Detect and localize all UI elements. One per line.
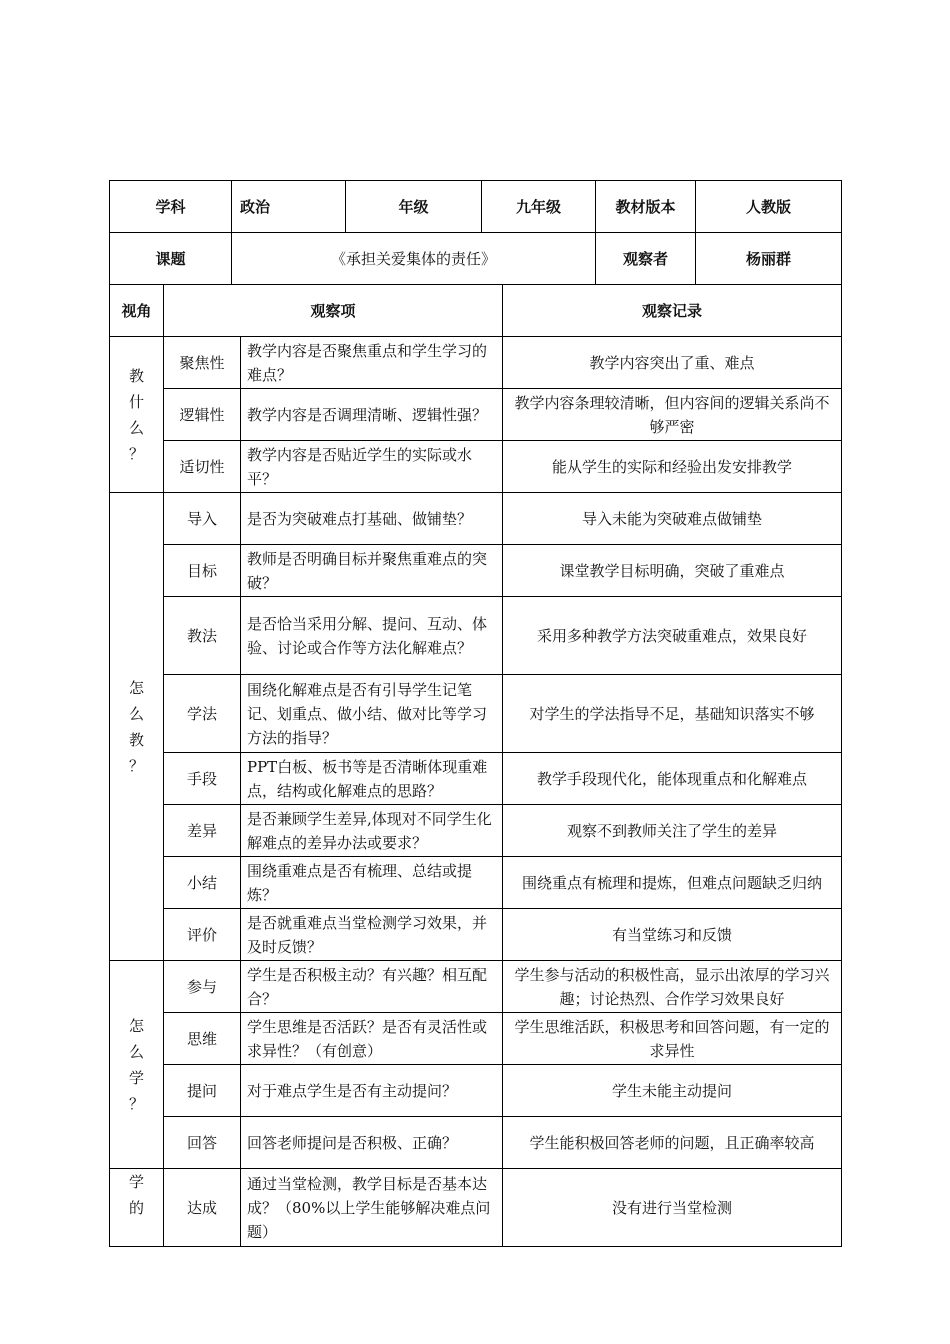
edition-value: 人教版: [696, 181, 842, 233]
section-label-char: 学: [128, 1173, 144, 1191]
section-label-char: ？: [128, 444, 144, 463]
section-label-char: 怎: [128, 678, 144, 697]
observer-value: 杨丽群: [696, 233, 842, 285]
table-row: [110, 1117, 842, 1169]
dimension-cell: 评价: [164, 909, 241, 961]
dimension-cell: 提问: [164, 1065, 241, 1117]
table-row: [110, 441, 842, 493]
item-cell: 教师是否明确目标并聚焦重难点的突破？: [241, 545, 503, 597]
item-cell: 是否兼顾学生差异,体现对不同学生化解难点的差异办法或要求？: [241, 805, 503, 857]
section-label-char: 怎: [128, 1016, 144, 1035]
dimension-cell: 目标: [164, 545, 241, 597]
item-cell: 通过当堂检测，教学目标是否基本达成？（80%以上学生能够解决难点问题）: [241, 1169, 503, 1247]
item-cell: 教学内容是否聚焦重点和学生学习的难点？: [241, 337, 503, 389]
item-cell: 是否就重难点当堂检测学习效果，并及时反馈？: [241, 909, 503, 961]
table-row: [110, 493, 842, 545]
section-label-char: 的: [128, 1199, 144, 1217]
record-cell: 有当堂练习和反馈: [503, 909, 842, 961]
table-row: [110, 545, 842, 597]
angle-header: 视角: [110, 285, 164, 337]
table-row: [110, 597, 842, 675]
dimension-cell: 思维: [164, 1013, 241, 1065]
item-cell: 学生是否积极主动？有兴趣？相互配合？: [241, 961, 503, 1013]
grade-label: 年级: [346, 181, 482, 233]
section-label: [110, 337, 164, 493]
item-cell: 围绕重难点是否有梳理、总结或提炼？: [241, 857, 503, 909]
section-label-char: 么: [128, 704, 144, 723]
section-label-char: ？: [128, 756, 144, 775]
dimension-cell: 小结: [164, 857, 241, 909]
item-cell: 是否为突破难点打基础、做铺垫？: [241, 493, 503, 545]
subject-value: 政治: [232, 181, 346, 233]
record-cell: 能从学生的实际和经验出发安排教学: [503, 441, 842, 493]
record-cell: 采用多种教学方法突破重难点，效果良好: [503, 597, 842, 675]
dimension-cell: 差异: [164, 805, 241, 857]
dimension-cell: 达成: [164, 1169, 241, 1247]
dimension-cell: 聚焦性: [164, 337, 241, 389]
table-row: [110, 1013, 842, 1065]
section-label-char: ？: [128, 1094, 144, 1113]
item-cell: 是否恰当采用分解、提问、互动、体验、讨论或合作等方法化解难点？: [241, 597, 503, 675]
section-label-char: 什: [128, 392, 144, 411]
table-row: [110, 675, 842, 753]
grade-value: 九年级: [482, 181, 596, 233]
table-row: [110, 389, 842, 441]
record-cell: 对学生的学法指导不足，基础知识落实不够: [503, 675, 842, 753]
record-cell: 教学手段现代化，能体现重点和化解难点: [503, 753, 842, 805]
section-label: [110, 1169, 164, 1247]
record-cell: 学生思维活跃，积极思考和回答问题，有一定的求异性: [503, 1013, 842, 1065]
record-cell: 课堂教学目标明确，突破了重难点: [503, 545, 842, 597]
section-label: [110, 961, 164, 1169]
record-cell: 学生能积极回答老师的问题，且正确率较高: [503, 1117, 842, 1169]
table-row: [110, 337, 842, 389]
record-header: 观察记录: [503, 285, 842, 337]
item-cell: 回答老师提问是否积极、正确？: [241, 1117, 503, 1169]
dimension-cell: 适切性: [164, 441, 241, 493]
section-label-char: 么: [128, 418, 144, 437]
dimension-cell: 参与: [164, 961, 241, 1013]
table-row: [110, 961, 842, 1013]
section-label-char: 教: [128, 366, 144, 385]
record-cell: 没有进行当堂检测: [503, 1169, 842, 1247]
item-cell: PPT白板、板书等是否清晰体现重难点，结构或化解难点的思路？: [241, 753, 503, 805]
section-label: [110, 493, 164, 961]
item-cell: 教学内容是否调理清晰、逻辑性强？: [241, 389, 503, 441]
topic-value: 《承担关爱集体的责任》: [232, 233, 596, 285]
record-cell: 导入未能为突破难点做铺垫: [503, 493, 842, 545]
topic-label: 课题: [110, 233, 232, 285]
record-cell: 围绕重点有梳理和提炼，但难点问题缺乏归纳: [503, 857, 842, 909]
table-row: [110, 857, 842, 909]
dimension-cell: 手段: [164, 753, 241, 805]
record-cell: 教学内容条理较清晰，但内容间的逻辑关系尚不够严密: [503, 389, 842, 441]
item-header: 观察项: [164, 285, 503, 337]
header-table: [109, 180, 842, 285]
section-label-char: 教: [128, 730, 144, 749]
observer-label: 观察者: [596, 233, 696, 285]
table-row: [110, 1065, 842, 1117]
table-row: [110, 1169, 842, 1247]
item-cell: 学生思维是否活跃？是否有灵活性或求异性？（有创意）: [241, 1013, 503, 1065]
record-cell: 观察不到教师关注了学生的差异: [503, 805, 842, 857]
dimension-cell: 逻辑性: [164, 389, 241, 441]
record-cell: 学生参与活动的积极性高，显示出浓厚的学习兴趣；讨论热烈、合作学习效果良好: [503, 961, 842, 1013]
section-label-char: 学: [128, 1068, 144, 1087]
section-label-char: 么: [128, 1042, 144, 1061]
dimension-cell: 回答: [164, 1117, 241, 1169]
dimension-cell: 导入: [164, 493, 241, 545]
record-cell: 教学内容突出了重、难点: [503, 337, 842, 389]
subject-label: 学科: [110, 181, 232, 233]
item-cell: 教学内容是否贴近学生的实际或水平？: [241, 441, 503, 493]
record-cell: 学生未能主动提问: [503, 1065, 842, 1117]
table-row: [110, 909, 842, 961]
dimension-cell: 教法: [164, 597, 241, 675]
table-row: [110, 805, 842, 857]
item-cell: 围绕化解难点是否有引导学生记笔记、划重点、做小结、做对比等学习方法的指导？: [241, 675, 503, 753]
column-header-row: [110, 285, 842, 337]
edition-label: 教材版本: [596, 181, 696, 233]
observation-table: [109, 284, 842, 1247]
dimension-cell: 学法: [164, 675, 241, 753]
table-row: [110, 753, 842, 805]
item-cell: 对于难点学生是否有主动提问？: [241, 1065, 503, 1117]
